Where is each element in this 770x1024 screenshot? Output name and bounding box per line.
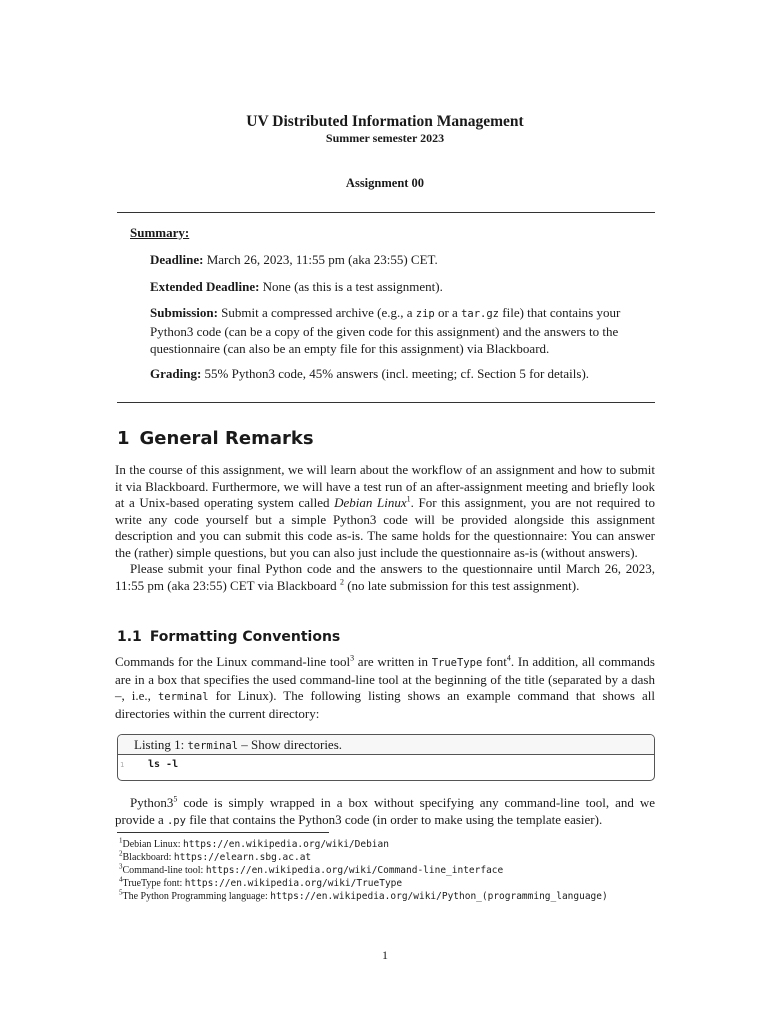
document-title: UV Distributed Information Management: [246, 113, 524, 130]
footnote-5-url[interactable]: https://en.wikipedia.org/wiki/Python_(programming_language): [270, 891, 608, 902]
footnote-1: [119, 838, 659, 851]
submission-item: [150, 304, 660, 357]
footnote-5-num: 5: [119, 888, 123, 897]
deadline-text: March 26, 2023, 11:55 pm (aka 23:55) CET.: [203, 252, 438, 267]
s11-p1-d: . In addition, all commands are in a box that specifies the used command-line tool at the beginning of the title (separated by a dash –, i.e.,: [115, 654, 655, 703]
py-extension-code: .py: [166, 814, 186, 827]
footnote-5: [119, 890, 659, 903]
footnote-2-url[interactable]: https://elearn.sbg.ac.at: [173, 852, 312, 863]
section-1-1-number: 1.1: [117, 629, 142, 645]
footnote-3: [119, 864, 659, 877]
section-1-p1-b: . For this assignment, you are not required to write any code yourself but a simple Python3 code will be provided alongside this assignment description and you can submit this code as-is. The same holds for the questionnaire: You can answer the (rather) simple questions, but you can also just include the questionnaire as-is (without answers).: [115, 495, 655, 560]
footnote-4-num: 4: [119, 875, 123, 884]
terminal-code: terminal: [157, 691, 209, 703]
s11-p2-c: file that contains the Python3 code (in order to make using the template easier).: [185, 811, 603, 827]
debian-linux-term: Debian Linux: [334, 495, 407, 510]
submission-code-zip: zip: [415, 308, 435, 320]
footnote-ref-4[interactable]: 4: [506, 653, 511, 663]
footnote-4-label: TrueType font:: [122, 878, 185, 889]
document-subtitle: Summer semester 2023: [325, 131, 445, 145]
section-1-number: 1: [117, 428, 130, 449]
footnote-2: [119, 851, 659, 864]
deadline-label: Deadline:: [150, 252, 204, 267]
listing-caption: [118, 735, 654, 755]
section-1-paragraph-2: [115, 561, 655, 594]
s11-p1-a: Commands for the Linux command-line tool: [115, 654, 351, 669]
s11-p1-e: for Linux). The following listing shows an example command that shows all directories within the current directory:: [115, 688, 655, 721]
extended-deadline-text: None (as this is a test assignment).: [259, 279, 443, 294]
submission-label: Submission:: [150, 305, 218, 320]
listing-line-number: 1: [120, 761, 125, 769]
listing-body: [118, 755, 654, 780]
footnote-ref-5[interactable]: 5: [173, 794, 178, 804]
section-1-p2-b: (no late submission for this test assignment).: [343, 577, 580, 593]
footnote-ref-2[interactable]: 2: [339, 577, 344, 587]
summary-heading: Summary:: [130, 225, 190, 240]
footnote-2-label: Blackboard:: [122, 852, 174, 863]
footnote-rule: [117, 832, 329, 833]
s11-p1-c: font: [482, 654, 507, 669]
section-1-p2-a: Please submit your final Python code and the answers to the questionnaire until March 26, 2023, 11:55 pm (aka 23:55) CET via Blackboard: [115, 561, 655, 593]
summary-bottom-rule: [117, 402, 655, 403]
listing-label: Listing 1:: [134, 737, 188, 752]
s11-p1-b: are written in: [354, 654, 432, 669]
submission-code-targz: tar.gz: [461, 308, 500, 320]
footnote-5-label: The Python Programming language:: [122, 891, 271, 902]
extended-deadline-item: [150, 278, 660, 295]
footnote-4: [119, 877, 659, 890]
section-1-body: [115, 462, 655, 594]
section-1-1-paragraph-2: [115, 795, 655, 829]
footnote-3-num: 3: [119, 862, 123, 871]
grading-label: Grading:: [150, 366, 202, 381]
summary-top-rule: [117, 212, 655, 213]
footnote-4-url[interactable]: https://en.wikipedia.org/wiki/TrueType: [184, 878, 403, 889]
submission-text-1: Submit a compressed archive (e.g., a: [217, 305, 416, 320]
footnote-1-label: Debian Linux:: [122, 839, 184, 850]
extended-deadline-label: Extended Deadline:: [150, 279, 260, 294]
code-listing-1: [117, 734, 655, 781]
section-1-1-paragraph-1: [115, 654, 655, 722]
footnote-ref-3[interactable]: 3: [350, 653, 355, 663]
deadline-item: [150, 251, 660, 268]
footnote-2-num: 2: [119, 849, 123, 858]
listing-caption-text: – Show directories.: [238, 737, 343, 752]
listing-code: ls -l: [148, 759, 179, 770]
section-1-p1-a: In the course of this assignment, we will learn about the workflow of an assignment and how to submit it via Blackboard. Furthermore, we will have a test run of an after-assignment meeting and briefly look at a Unix-based operating system called: [115, 462, 655, 510]
page-number: 1: [382, 948, 388, 962]
assignment-title: Assignment 00: [345, 176, 425, 190]
section-1-1-heading: [117, 629, 340, 645]
submission-text-3: file) that contains your Python3 code (can be a copy of the given code for this assignment) and the answers to the questionnaire (can also be an empty file for this assignment) via Blackboard.: [150, 305, 621, 356]
footnote-3-url[interactable]: https://en.wikipedia.org/wiki/Command-line_interface: [205, 865, 504, 876]
grading-item: [150, 365, 660, 382]
listing-tool: terminal: [187, 740, 239, 752]
submission-text-2: or a: [434, 305, 462, 320]
s11-p2-b: code is simply wrapped in a box without specifying any command-line tool, and we provide a: [115, 795, 655, 827]
grading-text: 55% Python3 code, 45% answers (incl. meeting; cf. Section 5 for details).: [201, 366, 590, 381]
section-1-paragraph-1: [115, 462, 655, 561]
footnote-1-num: 1: [119, 836, 123, 845]
footnote-1-url[interactable]: https://en.wikipedia.org/wiki/Debian: [183, 839, 389, 850]
section-1-heading: [117, 428, 314, 449]
footnote-ref-1[interactable]: 1: [406, 494, 411, 504]
truetype-code: TrueType: [431, 657, 483, 669]
s11-p2-a: Python3: [130, 795, 174, 810]
footnote-3-label: Command-line tool:: [122, 865, 206, 876]
section-1-title: General Remarks: [139, 428, 314, 449]
section-1-1-title: Formatting Conventions: [149, 629, 341, 645]
